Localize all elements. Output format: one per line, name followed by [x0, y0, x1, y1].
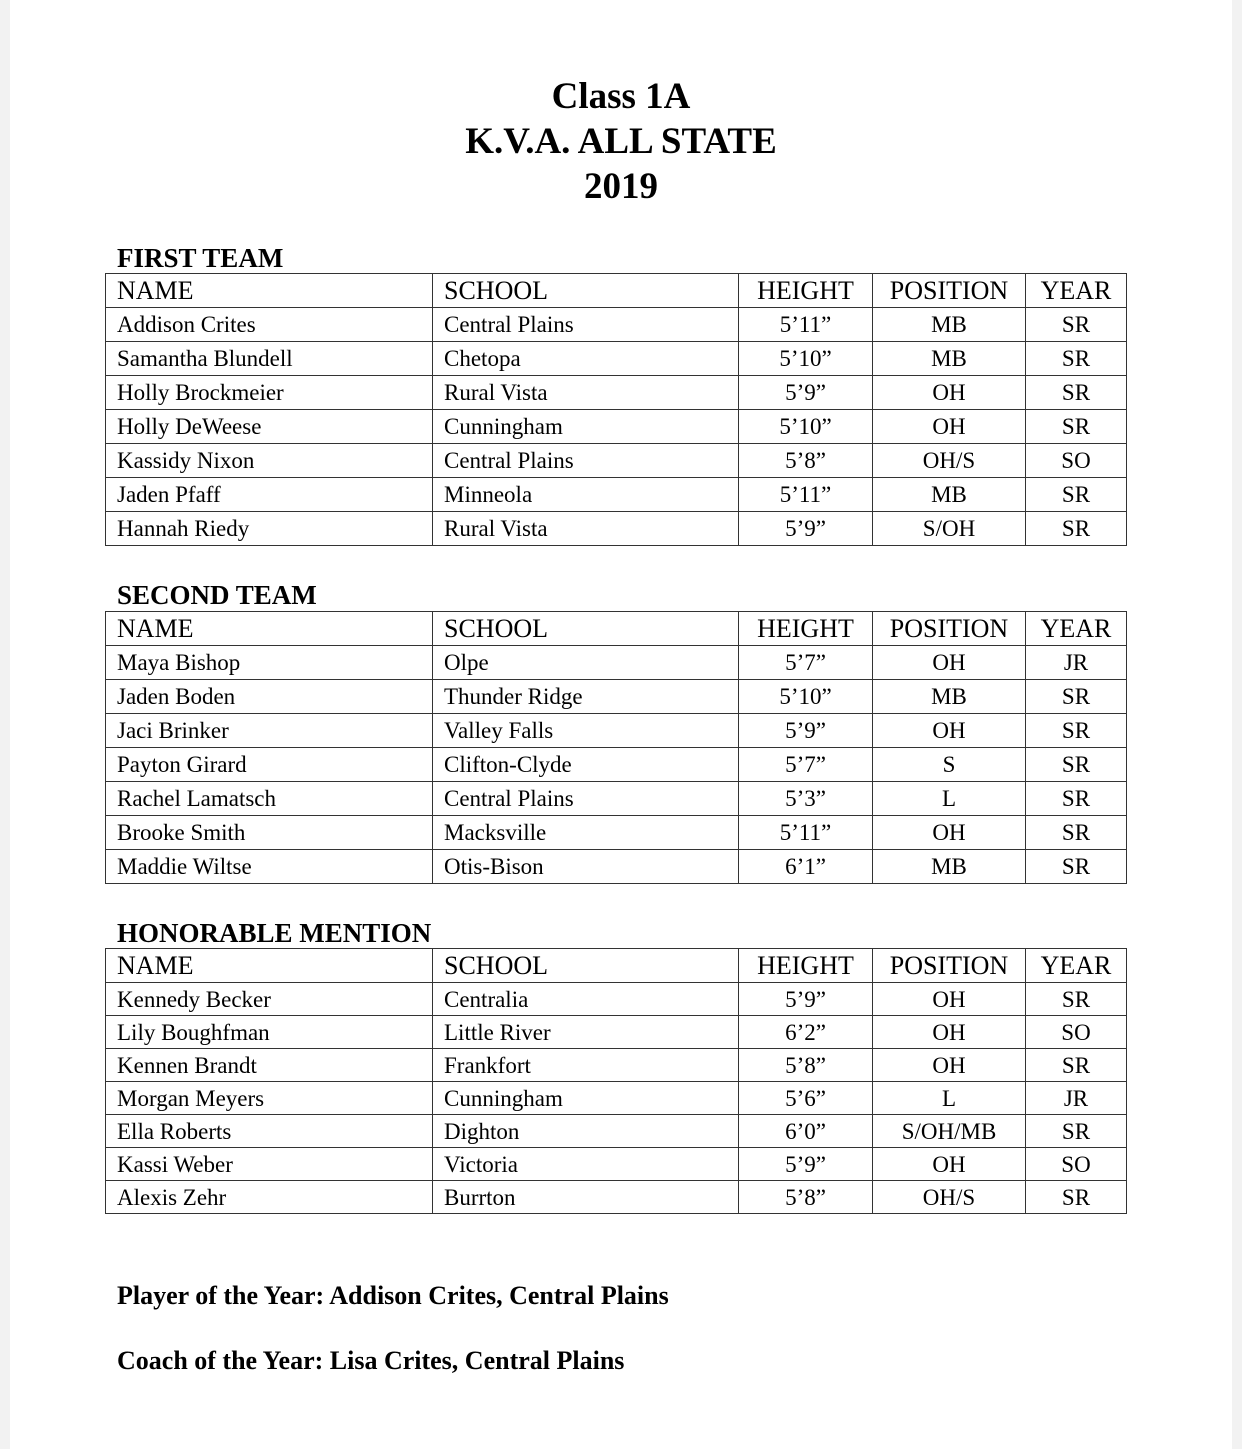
name-cell: Jaden Boden — [106, 680, 433, 714]
name-cell: Ella Roberts — [106, 1115, 433, 1148]
school-cell: Olpe — [433, 646, 739, 680]
school-cell: Minneola — [433, 478, 739, 512]
position-cell: OH — [873, 1148, 1026, 1181]
position-cell: S/OH/MB — [873, 1115, 1026, 1148]
height-cell: 5’8” — [739, 444, 873, 478]
name-cell: Alexis Zehr — [106, 1181, 433, 1214]
name-cell: Samantha Blundell — [106, 342, 433, 376]
height-cell: 5’10” — [739, 342, 873, 376]
school-cell: Cunningham — [433, 410, 739, 444]
position-cell: OH — [873, 714, 1026, 748]
position-cell: OH — [873, 1049, 1026, 1082]
table-row — [106, 1082, 1127, 1115]
table-row — [106, 816, 1127, 850]
school-cell: Burrton — [433, 1181, 739, 1214]
first-team-heading: FIRST TEAM — [117, 243, 284, 273]
column-header-height: HEIGHT — [739, 612, 873, 646]
height-cell: 5’8” — [739, 1049, 873, 1082]
position-cell: OH — [873, 1016, 1026, 1049]
school-cell: Thunder Ridge — [433, 680, 739, 714]
name-cell: Rachel Lamatsch — [106, 782, 433, 816]
column-header-name: NAME — [106, 949, 433, 983]
year-cell: SR — [1026, 850, 1127, 884]
school-cell: Valley Falls — [433, 714, 739, 748]
column-header-position: POSITION — [873, 949, 1026, 983]
position-cell: S/OH — [873, 512, 1026, 546]
position-cell: OH/S — [873, 1181, 1026, 1214]
name-cell: Payton Girard — [106, 748, 433, 782]
position-cell: OH — [873, 646, 1026, 680]
position-cell: MB — [873, 680, 1026, 714]
table-row — [106, 983, 1127, 1016]
year-cell: SR — [1026, 983, 1127, 1016]
player-of-year: Player of the Year: Addison Crites, Central Plains — [117, 1281, 669, 1310]
column-header-school: SCHOOL — [433, 949, 739, 983]
table-header-row — [106, 949, 1127, 983]
position-cell: OH — [873, 376, 1026, 410]
height-cell: 5’6” — [739, 1082, 873, 1115]
column-header-height: HEIGHT — [739, 949, 873, 983]
position-cell: OH/S — [873, 444, 1026, 478]
school-cell: Clifton-Clyde — [433, 748, 739, 782]
school-cell: Rural Vista — [433, 512, 739, 546]
table-row — [106, 342, 1127, 376]
table-row — [106, 1181, 1127, 1214]
height-cell: 5’9” — [739, 376, 873, 410]
position-cell: MB — [873, 308, 1026, 342]
column-header-name: NAME — [106, 274, 433, 308]
table-row — [106, 376, 1127, 410]
name-cell: Jaci Brinker — [106, 714, 433, 748]
name-cell: Jaden Pfaff — [106, 478, 433, 512]
year-cell: SR — [1026, 816, 1127, 850]
table-row — [106, 478, 1127, 512]
table-row — [106, 782, 1127, 816]
height-cell: 5’11” — [739, 816, 873, 850]
school-cell: Central Plains — [433, 782, 739, 816]
column-header-school: SCHOOL — [433, 612, 739, 646]
name-cell: Kassidy Nixon — [106, 444, 433, 478]
table-row — [106, 1016, 1127, 1049]
year-cell: SR — [1026, 782, 1127, 816]
table-row — [106, 1115, 1127, 1148]
year-cell: SR — [1026, 512, 1127, 546]
year-cell: SO — [1026, 1148, 1127, 1181]
table-row — [106, 714, 1127, 748]
school-cell: Dighton — [433, 1115, 739, 1148]
year-cell: SR — [1026, 1181, 1127, 1214]
honorable-mention-heading: HONORABLE MENTION — [117, 918, 432, 948]
school-cell: Rural Vista — [433, 376, 739, 410]
name-cell: Brooke Smith — [106, 816, 433, 850]
school-cell: Otis-Bison — [433, 850, 739, 884]
table-row — [106, 1049, 1127, 1082]
year-cell: SR — [1026, 680, 1127, 714]
year-cell: SR — [1026, 410, 1127, 444]
height-cell: 6’1” — [739, 850, 873, 884]
table-row — [106, 308, 1127, 342]
coach-of-year: Coach of the Year: Lisa Crites, Central Plains — [117, 1346, 625, 1375]
height-cell: 5’10” — [739, 680, 873, 714]
height-cell: 5’9” — [739, 512, 873, 546]
height-cell: 5’10” — [739, 410, 873, 444]
position-cell: OH — [873, 816, 1026, 850]
name-cell: Hannah Riedy — [106, 512, 433, 546]
table-header-row — [106, 612, 1127, 646]
title-event: K.V.A. ALL STATE — [465, 121, 777, 162]
table-header-row — [106, 274, 1127, 308]
name-cell: Kennen Brandt — [106, 1049, 433, 1082]
school-cell: Victoria — [433, 1148, 739, 1181]
school-cell: Chetopa — [433, 342, 739, 376]
column-header-height: HEIGHT — [739, 274, 873, 308]
height-cell: 5’7” — [739, 646, 873, 680]
school-cell: Central Plains — [433, 444, 739, 478]
year-cell: SR — [1026, 714, 1127, 748]
position-cell: L — [873, 1082, 1026, 1115]
name-cell: Addison Crites — [106, 308, 433, 342]
second-team-table — [105, 611, 1127, 884]
year-cell: SR — [1026, 1115, 1127, 1148]
height-cell: 5’9” — [739, 983, 873, 1016]
year-cell: SO — [1026, 1016, 1127, 1049]
column-header-year: YEAR — [1026, 274, 1127, 308]
height-cell: 5’9” — [739, 1148, 873, 1181]
table-row — [106, 748, 1127, 782]
column-header-school: SCHOOL — [433, 274, 739, 308]
height-cell: 5’3” — [739, 782, 873, 816]
table-row — [106, 410, 1127, 444]
table-row — [106, 680, 1127, 714]
column-header-position: POSITION — [873, 274, 1026, 308]
title-class: Class 1A — [551, 76, 691, 117]
column-header-year: YEAR — [1026, 612, 1127, 646]
year-cell: SR — [1026, 1049, 1127, 1082]
height-cell: 6’0” — [739, 1115, 873, 1148]
name-cell: Kennedy Becker — [106, 983, 433, 1016]
table-row — [106, 512, 1127, 546]
name-cell: Holly DeWeese — [106, 410, 433, 444]
table-row — [106, 646, 1127, 680]
first-team-table — [105, 273, 1127, 546]
table-row — [106, 850, 1127, 884]
school-cell: Macksville — [433, 816, 739, 850]
title-year: 2019 — [584, 166, 658, 207]
year-cell: SR — [1026, 376, 1127, 410]
name-cell: Maddie Wiltse — [106, 850, 433, 884]
year-cell: SO — [1026, 444, 1127, 478]
table-row — [106, 444, 1127, 478]
position-cell: S — [873, 748, 1026, 782]
school-cell: Cunningham — [433, 1082, 739, 1115]
year-cell: SR — [1026, 308, 1127, 342]
year-cell: JR — [1026, 646, 1127, 680]
school-cell: Little River — [433, 1016, 739, 1049]
height-cell: 5’8” — [739, 1181, 873, 1214]
height-cell: 5’7” — [739, 748, 873, 782]
column-header-position: POSITION — [873, 612, 1026, 646]
year-cell: JR — [1026, 1082, 1127, 1115]
position-cell: OH — [873, 410, 1026, 444]
column-header-name: NAME — [106, 612, 433, 646]
name-cell: Maya Bishop — [106, 646, 433, 680]
name-cell: Morgan Meyers — [106, 1082, 433, 1115]
year-cell: SR — [1026, 342, 1127, 376]
school-cell: Central Plains — [433, 308, 739, 342]
position-cell: MB — [873, 342, 1026, 376]
honorable-mention-table — [105, 948, 1127, 1214]
school-cell: Frankfort — [433, 1049, 739, 1082]
column-header-year: YEAR — [1026, 949, 1127, 983]
school-cell: Centralia — [433, 983, 739, 1016]
height-cell: 5’9” — [739, 714, 873, 748]
height-cell: 5’11” — [739, 308, 873, 342]
position-cell: L — [873, 782, 1026, 816]
height-cell: 6’2” — [739, 1016, 873, 1049]
table-row — [106, 1148, 1127, 1181]
name-cell: Holly Brockmeier — [106, 376, 433, 410]
height-cell: 5’11” — [739, 478, 873, 512]
year-cell: SR — [1026, 478, 1127, 512]
name-cell: Lily Boughfman — [106, 1016, 433, 1049]
position-cell: OH — [873, 983, 1026, 1016]
name-cell: Kassi Weber — [106, 1148, 433, 1181]
year-cell: SR — [1026, 748, 1127, 782]
second-team-heading: SECOND TEAM — [117, 580, 317, 610]
position-cell: MB — [873, 850, 1026, 884]
position-cell: MB — [873, 478, 1026, 512]
